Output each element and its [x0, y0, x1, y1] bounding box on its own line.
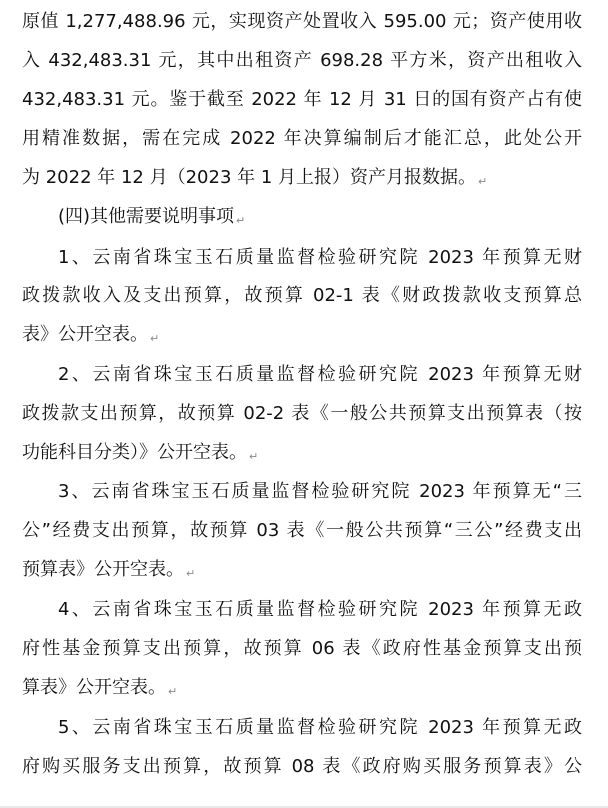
text-line: 1、云南省珠宝玉石质量监督检验研究院 2023 年预算无财	[58, 247, 582, 268]
text-line: 算表》公开空表。 ↵	[22, 677, 178, 698]
text-line: 4、云南省珠宝玉石质量监督检验研究院 2023 年预算无政	[58, 599, 582, 620]
text-line: 用精准数据，需在完成 2022 年决算编制后才能汇总，此处公开	[22, 128, 582, 149]
text-line: 府性基金预算支出预算，故预算 06 表《政府性基金预算支出预	[22, 638, 582, 659]
text-line: 5、云南省珠宝玉石质量监督检验研究院 2023 年预算无政	[58, 717, 582, 738]
text-line: 3、云南省珠宝玉石质量监督检验研究院 2023 年预算无“三	[58, 481, 582, 502]
text-line: 政拨款收入及支出预算，故预算 02-1 表《财政拨款收支预算总	[22, 285, 582, 306]
paragraph-mark-icon: ↵	[168, 685, 178, 698]
text-line: 功能科目分类）》公开空表。 ↵	[22, 442, 259, 463]
text-line: 府购买服务支出预算，故预算 08 表《政府购买服务预算表》公	[22, 756, 582, 777]
paragraph-mark-icon: ↵	[236, 214, 246, 227]
text-line: 表》公开空表。 ↵	[22, 324, 160, 345]
paragraph-mark-icon: ↵	[249, 450, 259, 463]
text-line: 政拨款支出预算，故预算 02-2 表《一般公共预算支出预算表（按	[22, 403, 582, 424]
text-line: 432,483.31 元。鉴于截至 2022 年 12 月 31 日的国有资产占有使	[22, 89, 582, 110]
text-line: 2、云南省珠宝玉石质量监督检验研究院 2023 年预算无财	[58, 364, 582, 385]
paragraph-mark-icon: ↵	[186, 567, 196, 580]
text-line: 预算表》公开空表。 ↵	[22, 559, 196, 580]
text-line: 公”经费支出预算，故预算 03 表《一般公共预算“三公”经费支出	[22, 520, 582, 541]
paragraph-mark-icon: ↵	[150, 332, 160, 345]
paragraph-mark-icon: ↵	[478, 175, 488, 188]
text-line: 原值 1,277,488.96 元，实现资产处置收入 595.00 元；资产使用收	[22, 11, 582, 32]
text-line: 入 432,483.31 元，其中出租资产 698.28 平方米，资产出租收入	[22, 50, 582, 71]
section-heading: (四)其他需要说明事项 ↵	[58, 206, 246, 227]
text-line: 为 2022 年 12 月（2023 年 1 月上报）资产月报数据。 ↵	[22, 167, 488, 188]
